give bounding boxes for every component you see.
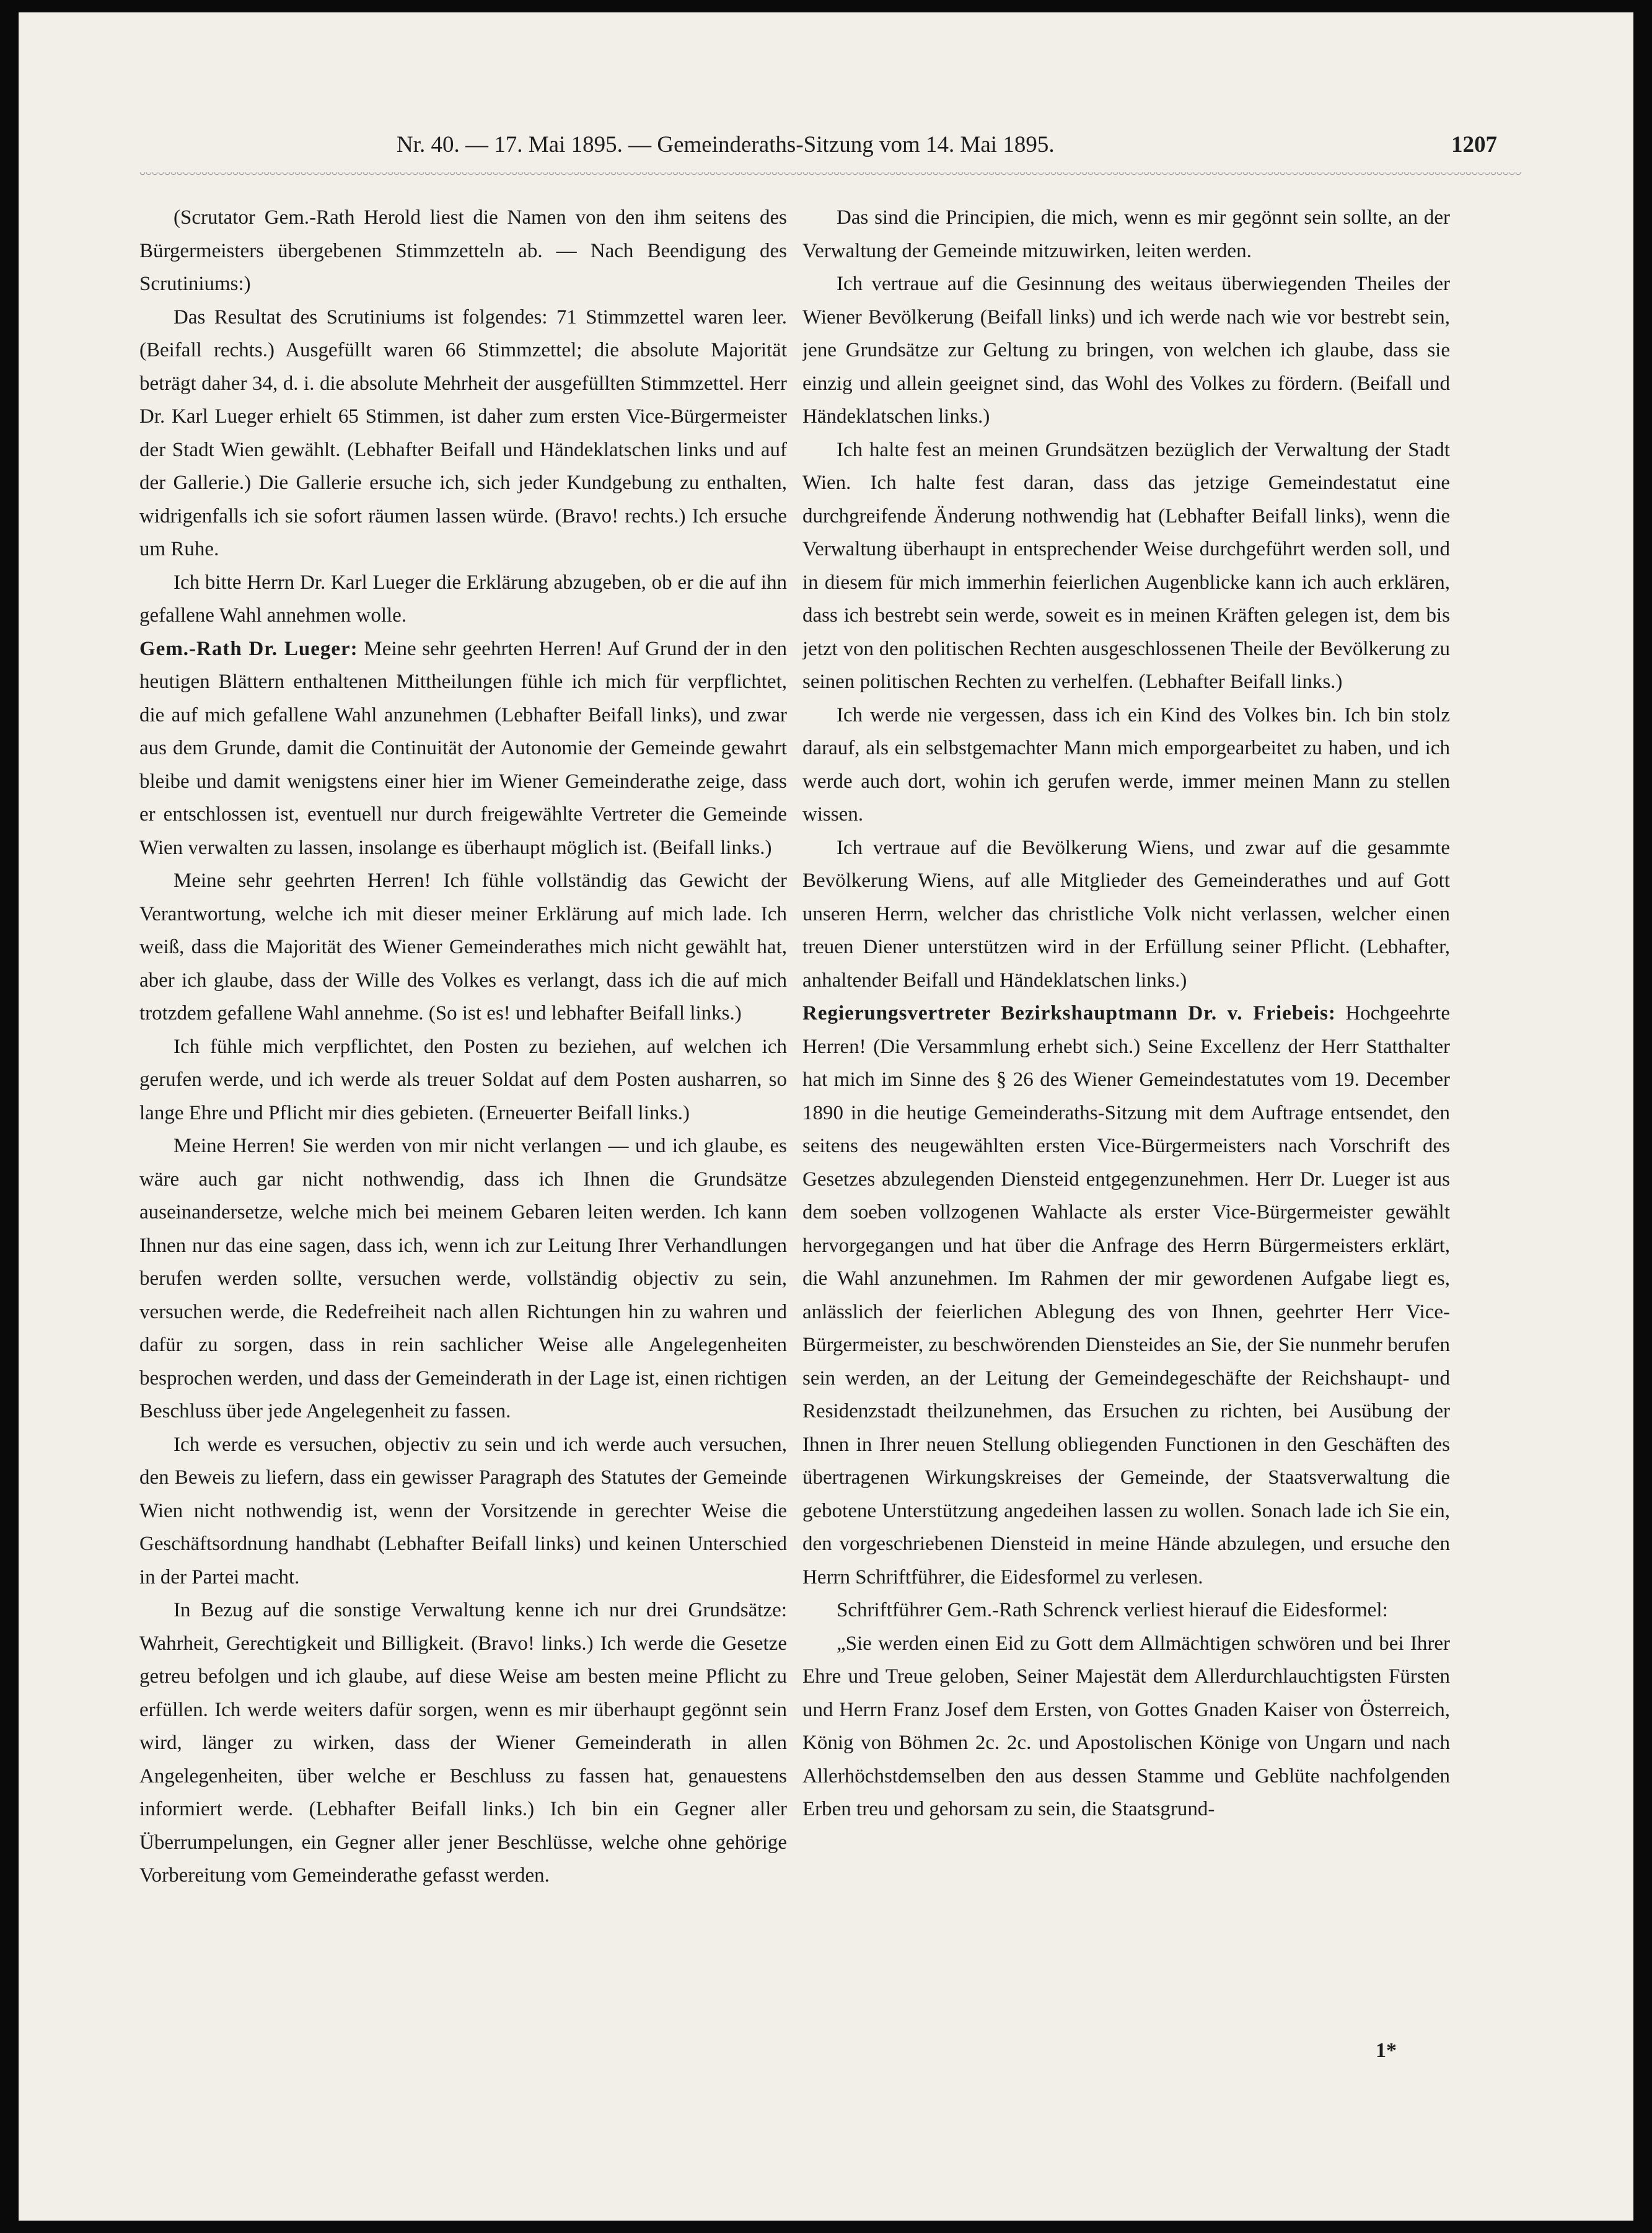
speaker-paragraph: Regierungsvertreter Bezirkshauptmann Dr. v. Friebeis: Hochgeehrte Herren! (Die Versammlung erhebt sich.) Seine Excellenz der Herr Statthalter hat mich im Sinne des § 26 des Wiener Gemeindestatutes vom 19. December 1890 in die heutige Gemeinderaths-Sitzung mit dem Auftrage entsendet, den seitens des neugewählten ersten Vice-Bürgermeisters nach Vorschrift des Gesetzes abzulegenden Diensteid entgegenzunehmen. Herr Dr. Lueger ist aus dem soeben vollzogenen Wahlacte als erster Vice-Bürgermeister gewählt hervorgegangen und hat über die Anfrage des Herrn Bürgermeisters erklärt, die Wahl anzunehmen. Im Rahmen der mir gewordenen Aufgabe liegt es, anlässlich der feierlichen Ablegung des von Ihnen, geehrter Herr Vice-Bürgermeister, zu beschwörenden Diensteides an Sie, der Sie nunmehr berufen sein werden, an der Leitung der Gemeindegeschäfte der Reichshaupt- und Residenzstadt theilzunehmen, das Ersuchen zu richten, bei Ausübung der Ihnen in Ihrer neuen Stellung obliegenden Functionen in den Geschäften des übertragenen Wirkungskreises der Gemeinde, der Staatsverwaltung die gebotene Unterstützung angedeihen lassen zu wollen. Sonach lade ich Sie ein, den vorgeschriebenen Diensteid in meine Hände abzulegen, und ersuche den Herrn Schriftführer, die Eidesformel zu verlesen. <box>802 1002 1450 1588</box>
header-rule <box>139 172 1522 177</box>
paragraph: Ich vertraue auf die Bevölkerung Wiens, und zwar auf die gesammte Bevölkerung Wiens, auf alle Mitglieder des Gemeinderathes und auf Gott unseren Herrn, welcher das christliche Volk nicht verlassen, welcher einen treuen Diener unterstützen wird in der Erfüllung seiner Pflicht. (Lebhafter, anhaltender Beifall und Händeklatschen links.) <box>802 836 1450 992</box>
paragraph: Ich bitte Herrn Dr. Karl Lueger die Erklärung abzugeben, ob er die auf ihn gefallene Wahl annehmen wolle. <box>139 571 787 627</box>
left-column <box>139 201 787 2079</box>
running-head <box>136 131 1522 169</box>
paragraph: Meine Herren! Sie werden von mir nicht verlangen — und ich glaube, es wäre auch gar nicht nothwendig, dass ich Ihnen die Grundsätze auseinandersetze, welche mich bei meinem Gebaren leiten werden. Ich kann Ihnen nur das eine sagen, dass ich, wenn ich zur Leitung Ihrer Verhandlungen berufen werden sollte, versuchen werde, vollständig objectiv zu sein, versuchen werde, die Redefreiheit nach allen Richtungen hin zu wahren und dafür zu sorgen, dass in rein sachlicher Weise alle Angelegenheiten besprochen werden, und dass der Gemeinderath in der Lage ist, einen richtigen Beschluss über jede Angelegenheit zu fassen. <box>139 1135 787 1422</box>
right-column <box>802 201 1450 2079</box>
paragraph: In Bezug auf die sonstige Verwaltung kenne ich nur drei Grundsätze: Wahrheit, Gerechtigkeit und Billigkeit. (Bravo! links.) Ich werde die Gesetze getreu befolgen und ich glaube, auf diese Weise am besten meine Pflicht zu erfüllen. Ich werde weiters dafür sorgen, wenn es mir überhaupt gegönnt sein wird, länger zu wirken, dass der Wiener Gemeinderath in allen Angelegenheiten, über welche er Beschluss zu fassen hat, genauestens informiert werde. (Lebhafter Beifall links.) Ich bin ein Gegner aller Überrumpelungen, ein Gegner aller jener Beschlüsse, welche ohne gehörige Vorbereitung vom Gemeinderathe gefasst werden. <box>139 1599 787 1887</box>
paragraph: Meine sehr geehrten Herren! Ich fühle vollständig das Gewicht der Verantwortung, welche ich mit dieser meiner Erklärung auf mich lade. Ich weiß, dass die Majorität des Wiener Gemeinderathes mich nicht gewählt hat, aber ich glaube, dass der Wille des Volkes es verlangt, dass ich die auf mich trotzdem gefallene Wahl annehme. (So ist es! und lebhafter Beifall links.) <box>139 870 787 1024</box>
paragraph: Schriftführer Gem.-Rath Schrenck verliest hierauf die Eidesformel: <box>837 1599 1388 1621</box>
signature-mark: 1* <box>1376 2039 1397 2062</box>
paragraph: „Sie werden einen Eid zu Gott dem Allmächtigen schwören und bei Ihrer Ehre und Treue geloben, Seiner Majestät dem Allerdurchlauchtigsten Fürsten und Herrn Franz Josef dem Ersten, von Gottes Gnaden Kaiser von Österreich, König von Böhmen 2c. 2c. und Apostolischen Könige von Ungarn und nach Allerhöchstdemselben den aus dessen Stamme und Geblüte nachfolgenden Erben treu und gehorsam zu sein, die Staatsgrund- <box>802 1632 1450 1820</box>
newspaper-page <box>19 12 1633 2221</box>
paragraph: Ich halte fest an meinen Grundsätzen bezüglich der Verwaltung der Stadt Wien. Ich halte fest daran, dass das jetzige Gemeindestatut eine durchgreifende Änderung nothwendig hat (Lebhafter Beifall links), wenn die Verwaltung überhaupt in entsprechender Weise durchgeführt werden soll, und in diesem für mich immerhin feierlichen Augenblicke kann ich auch erklären, dass ich bestrebt sein werde, soweit es in meinen Kräften gelegen ist, dem bis jetzt von den politischen Rechten ausgeschlossenen Theile der Bevölkerung zu seinen politischen Rechten zu verhelfen. (Lebhafter Beifall links.) <box>802 438 1450 693</box>
header-title: Nr. 40. — 17. Mai 1895. — Gemeinderaths-Sitzung vom 14. Mai 1895. <box>397 132 1055 157</box>
paragraph: (Scrutator Gem.-Rath Herold liest die Namen von den ihm seitens des Bürgermeisters übergebenen Stimmzetteln ab. — Nach Beendigung des Scrutiniums:) <box>139 206 787 295</box>
paragraph: Ich werde nie vergessen, dass ich ein Kind des Volkes bin. Ich bin stolz darauf, als ein selbstgemachter Mann mich emporgearbeitet zu haben, und ich werde auch dort, wohin ich gerufen werde, immer meinen Mann zu stellen wissen. <box>802 703 1450 826</box>
paragraph: Das Resultat des Scrutiniums ist folgendes: 71 Stimmzettel waren leer. (Beifall rechts.) Ausgefüllt waren 66 Stimmzettel; die absolute Majorität beträgt daher 34, d. i. die absolute Mehrheit der ausgefüllten Stimmzettel. Herr Dr. Karl Lueger erhielt 65 Stimmen, ist daher zum ersten Vice-Bürgermeister der Stadt Wien gewählt. (Lebhafter Beifall und Händeklatschen links und auf der Gallerie.) Die Gallerie ersuche ich, sich jeder Kundgebung zu enthalten, widrigenfalls ich sie sofort räumen lassen würde. (Bravo! rechts.) Ich ersuche um Ruhe. <box>139 306 787 560</box>
paragraph: Ich vertraue auf die Gesinnung des weitaus überwiegenden Theiles der Wiener Bevölkerung (Beifall links) und ich werde nach wie vor bestrebt sein, jene Grundsätze zur Geltung zu bringen, von welchen ich glaube, dass sie einzig und allein geeignet sind, das Wohl des Volkes zu fördern. (Beifall und Händeklatschen links.) <box>802 273 1450 428</box>
paragraph: Ich werde es versuchen, objectiv zu sein und ich werde auch versuchen, den Beweis zu liefern, dass ein gewisser Paragraph des Statutes der Gemeinde Wien nicht nothwendig ist, wenn der Vorsitzende in gerechter Weise die Geschäftsordnung handhabt (Lebhafter Beifall links) und keinen Unterschied in der Partei macht. <box>139 1433 787 1588</box>
paragraph: Ich fühle mich verpflichtet, den Posten zu beziehen, auf welchen ich gerufen werde, und ich werde als treuer Soldat auf dem Posten ausharren, so lange Ehre und Pflicht mir dies gebieten. (Erneuerter Beifall links.) <box>139 1035 787 1124</box>
speaker-paragraph: Gem.-Rath Dr. Lueger: Meine sehr geehrten Herren! Auf Grund der in den heutigen Blättern enthaltenen Mittheilungen fühle ich mich für verpflichtet, die auf mich gefallene Wahl anzunehmen (Lebhafter Beifall links), und zwar aus dem Grunde, damit die Continuität der Autonomie der Gemeinde gewahrt bleibe und damit wenigstens einer hier im Wiener Gemeinderathe zeige, dass er entschlossen ist, eventuell nur durch freigewählte Vertreter die Gemeinde Wien verwalten zu lassen, insolange es überhaupt möglich ist. (Beifall links.) <box>139 637 787 859</box>
speaker-name: Regierungsvertreter Bezirkshauptmann Dr. v. Friebeis: <box>802 1002 1336 1024</box>
paragraph: Das sind die Principien, die mich, wenn es mir gegönnt sein sollte, an der Verwaltung der Gemeinde mitzuwirken, leiten werden. <box>802 206 1450 262</box>
page-number: 1207 <box>1451 132 1497 157</box>
speaker-name: Gem.-Rath Dr. Lueger: <box>139 637 358 660</box>
